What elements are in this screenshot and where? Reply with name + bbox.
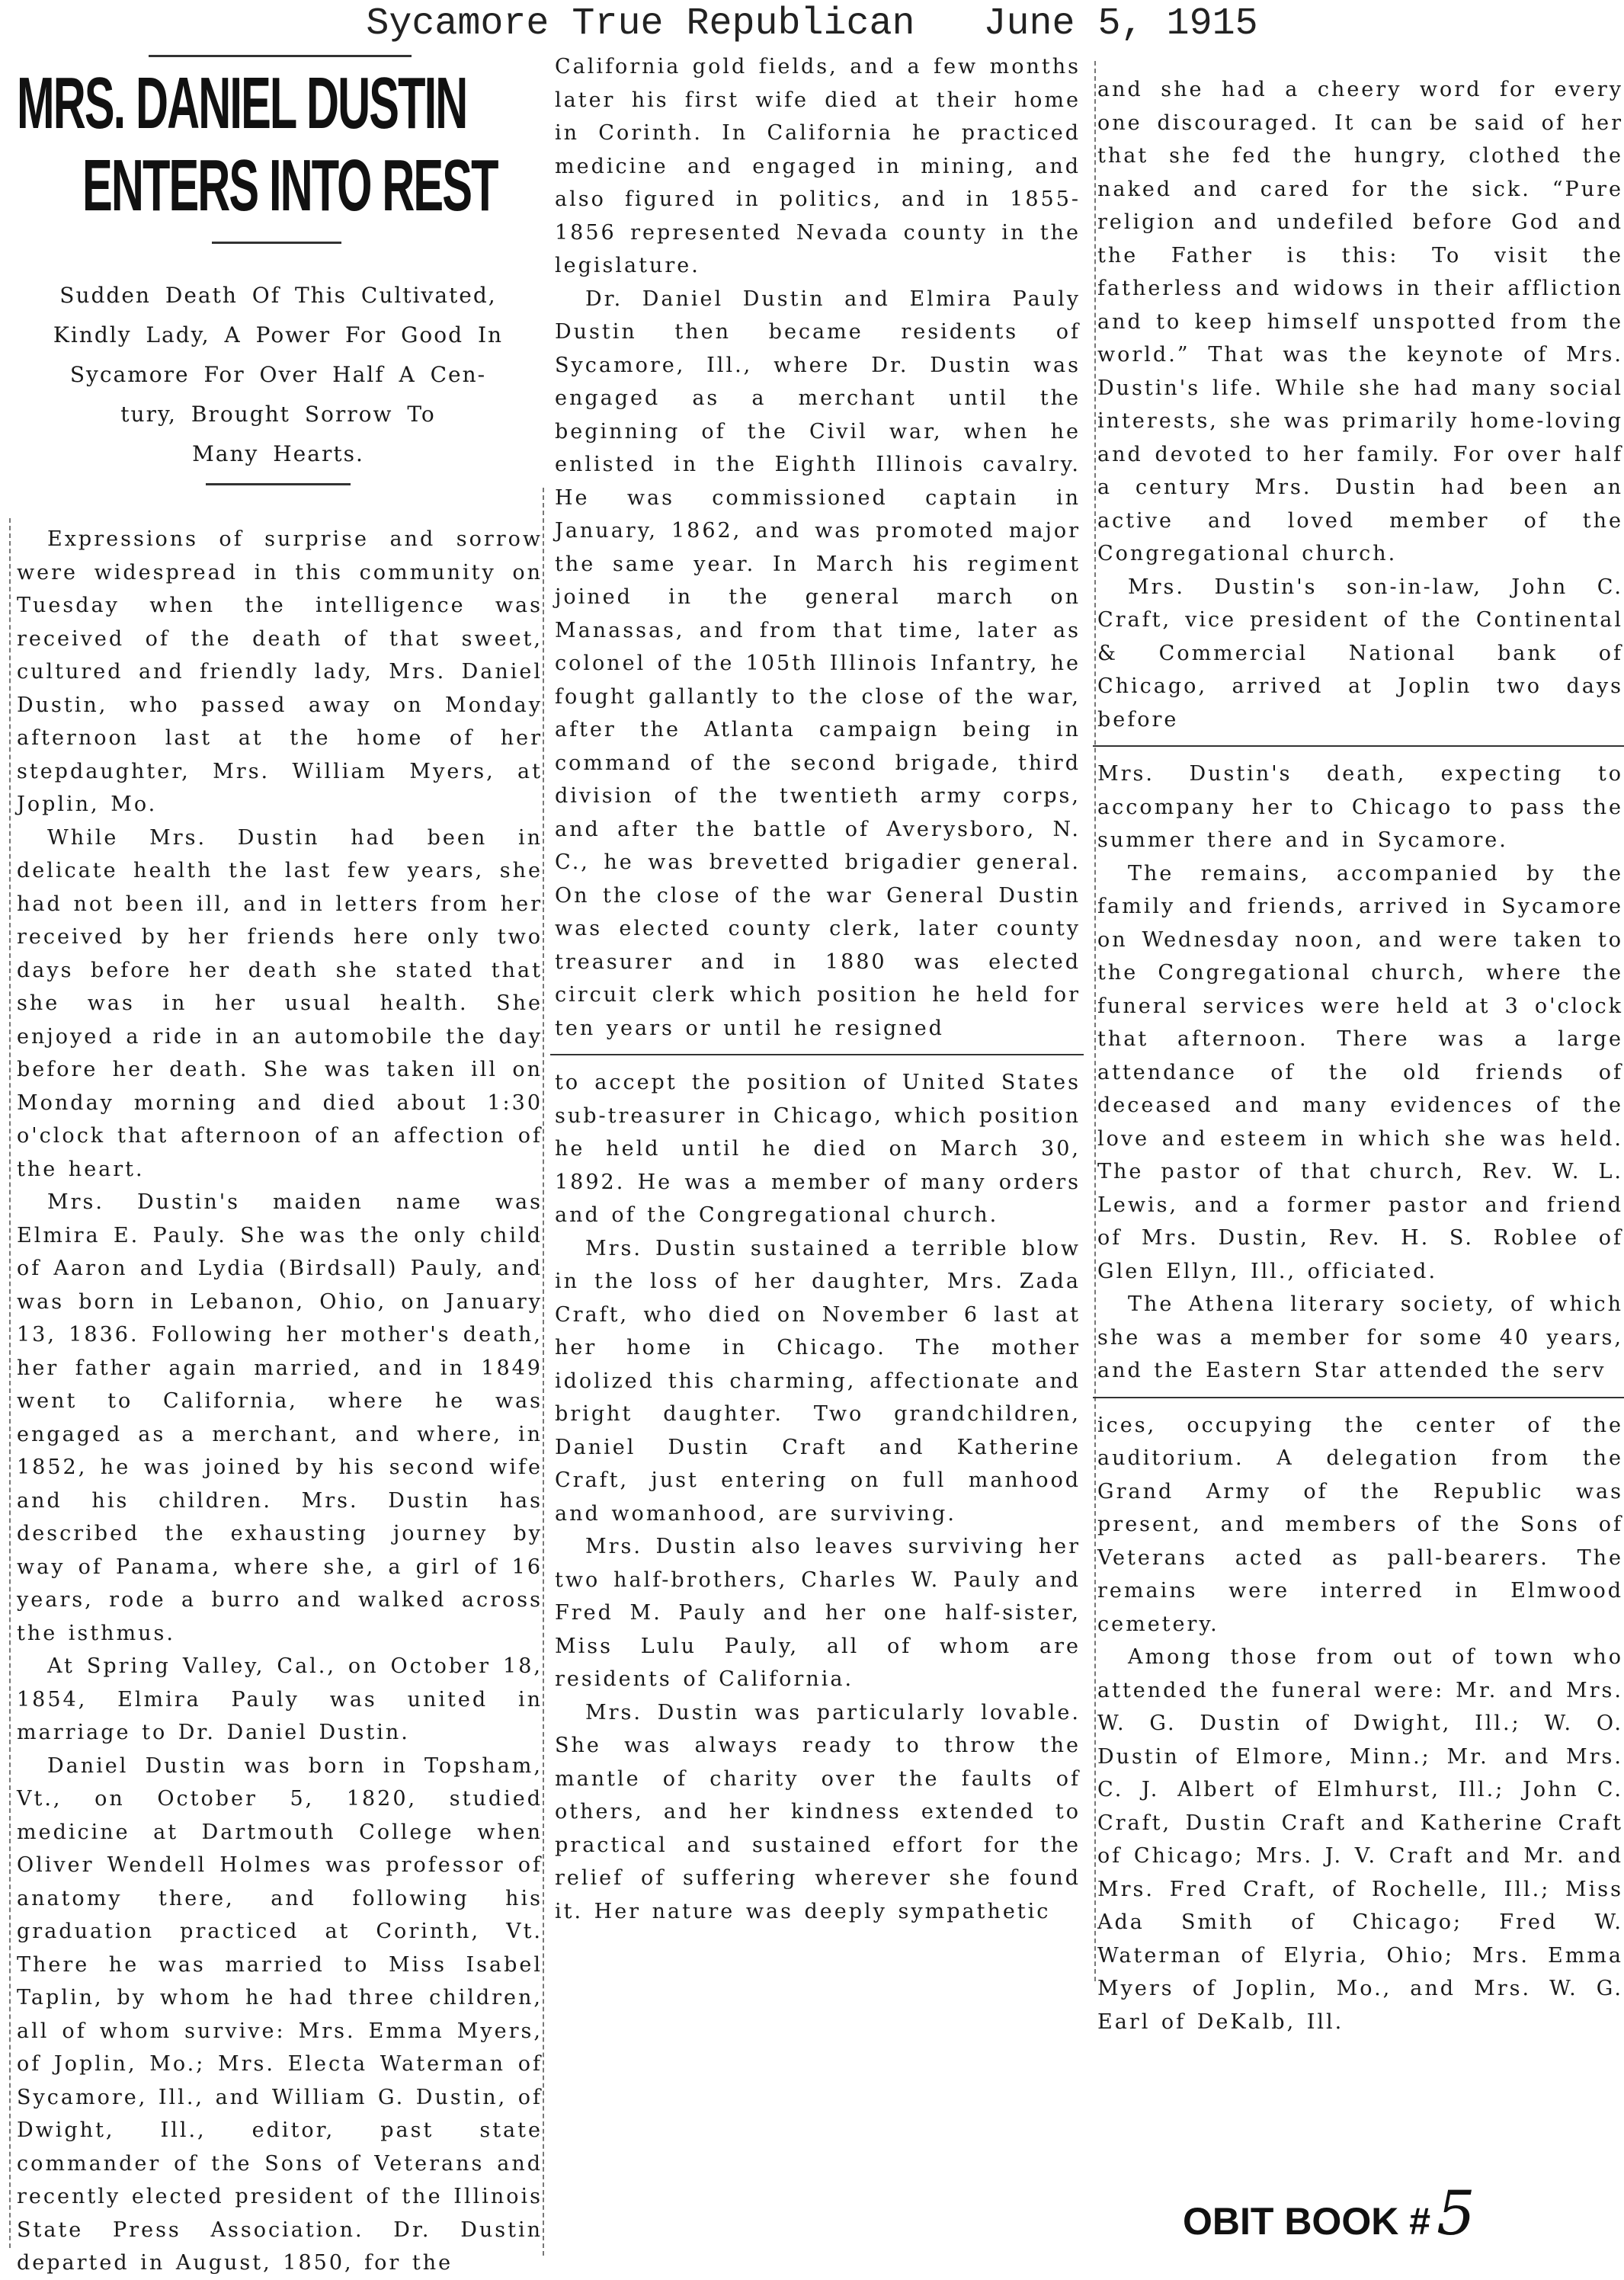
- headline-line-2: ENTERS INTO REST: [82, 145, 498, 226]
- paragraph: California gold fields, and a few months later his first wife died at their home in Corinth. In California he practiced medicine and engaged in mining, and also figured in politics, and in 1855-1856 represented Nevada county in the legislature.: [555, 55, 1081, 277]
- paragraph: Among those from out of town who attended the funeral were: Mr. and Mrs. W. G. Dustin of Dwight, Ill.; W. O. Dustin of Elmore, Minn.; Mr. and Mrs. C. J. Albert of Elmhurst, Ill.; John C. Craft, Dustin Craft and Katherine Craft of Chicago; Mrs. J. V. Craft and Mr. and Mrs. Fred Craft, of Rochelle, Ill.; Miss Ada Smith of Chicago; Fred W. Waterman of Elyria, Ohio; Mrs. Emma Myers of Joplin, Mo., and Mrs. W. G. Earl of DeKalb, Ill.: [1097, 1645, 1623, 2034]
- paragraph: Mrs. Dustin's son-in-law, John C. Craft, vice president of the Continental & Commercial National bank of Chicago, arrived at Joplin two days before: [1097, 575, 1623, 732]
- paragraph: The remains, accompanied by the family and friends, arrived in Sycamore on Wednesday noon, and were taken to the Congregational church, where the funeral services were held at 3 o'clock that afternoon. There was a large attendance of the old friends of deceased and many evidences of the love and esteem in which she was held. The pastor of that church, Rev. W. L. Lewis, and a former pastor and friend of Mrs. Dustin, Rev. H. S. Roblee of Glen Ellyn, Ill., officiated.: [1097, 861, 1623, 1283]
- paragraph: ices, occupying the center of the auditorium. A delegation from the Grand Army of the Republic was present, and members of the Sons of Veterans acted as pall-bearers. The remains were interred in Elmwood cemetery.: [1097, 1413, 1623, 1636]
- paragraph: Mrs. Dustin was particularly lovable. She was always ready to throw the mantle of charity over the faults of others, and her kindness extended to practical and sustained effort for the relief of suffering wherever she found it. Her nature was deeply sympathetic: [555, 1700, 1081, 1923]
- paragraph: Daniel Dustin was born in Topsham, Vt., on October 5, 1820, studied medicine at Dartmouth College when Oliver Wendell Holmes was professor of anatomy there, and following his graduation practiced at Corinth, Vt. There he was married to Miss Isabel Taplin, by whom he had three children, all of whom survive: Mrs. Emma Myers, of Joplin, Mo.; Mrs. Electa Waterman of Sycamore, Ill., and William G. Dustin, of Dwight, Ill., editor, past state commander of the Sons of Veterans and recently elected president of the Illinois State Press Association. Dr. Dustin departed in August, 1850, for the: [17, 1753, 543, 2275]
- column-divider: [550, 1054, 1084, 1055]
- obit-book-stamp: [1183, 2179, 1475, 2256]
- paragraph: Dr. Daniel Dustin and Elmira Pauly Dustin then became residents of Sycamore, Ill., where Dr. Dustin was engaged as a merchant until the beginning of the Civil war, when he enlisted in the Eighth Illinois cavalry. He was commissioned captain in January, 1862, and was promoted major the same year. In March his regiment joined in the general march on Manassas, and from that time, later as colonel of the 105th Illinois Infantry, he fought gallantly to the close of the war, after the Atlanta campaign being in command of the second brigade, third division of the twentieth army corps, and after the battle of Averysboro, N. C., he was brevetted brigadier general. On the close of the war General Dustin was elected county clerk, later county treasurer and in 1880 was elected circuit clerk which position he held for ten years or until he resigned: [555, 287, 1081, 1040]
- headline-divider: [212, 242, 341, 244]
- column-3-middle: [1097, 757, 1623, 1388]
- paragraph: Mrs. Dustin also leaves surviving her two half-brothers, Charles W. Pauly and Fred M. Pauly and her one half-sister, Miss Lulu Pauly, all of whom are residents of California.: [555, 1535, 1081, 1691]
- paragraph: The Athena literary society, of which she was a member for some 40 years, and the Eastern Star attended the serv: [1097, 1292, 1623, 1382]
- masthead: Sycamore True Republican June 5, 1915: [366, 2, 1258, 46]
- stamp-label: OBIT BOOK #: [1183, 2200, 1431, 2243]
- paragraph: and she had a cheery word for every one discouraged. It can be said of her that she fed the hungry, clothed the naked and cared for the sick. “Pure religion and undefiled before God and the Father is this: To visit the fatherless and widows in their affliction and to keep himself unspotted from the world.” That was the keynote of Mrs. Dustin's life. While she had many social interests, she was primarily home-loving and devoted to her family. For over half a century Mrs. Dustin had been an active and loved member of the Congregational church.: [1097, 78, 1623, 565]
- subhead-line: Sycamore For Over Half A Cen-: [69, 362, 487, 387]
- paragraph: While Mrs. Dustin had been in delicate health the last few years, she had not been ill, and in letters from her received by her friends here only two days before her death she stated that she was in her usual health. She enjoyed a ride in an automobile the day before her death. She was taken ill on Monday morning and died about 1:30 o'clock that afternoon of an affection of the heart.: [17, 825, 543, 1181]
- subhead-divider: [206, 483, 351, 485]
- column-2-bottom: [555, 1066, 1081, 1928]
- column-2: [555, 50, 1081, 1928]
- column-rule: [1094, 61, 1096, 1981]
- column-2-top: [555, 50, 1081, 1045]
- column-3-top: [1097, 73, 1623, 736]
- subhead-line: Many Hearts.: [192, 441, 364, 466]
- paragraph: At Spring Valley, Cal., on October 18, 1854, Elmira Pauly was united in marriage to Dr. Daniel Dustin.: [17, 1654, 543, 1744]
- subhead-line: Sudden Death Of This Cultivated,: [59, 283, 497, 308]
- column-3: [1097, 73, 1623, 2038]
- subhead-line: tury, Brought Sorrow To: [120, 402, 436, 427]
- paragraph: Mrs. Dustin's death, expecting to accompany her to Chicago to pass the summer there and in Sycamore.: [1097, 762, 1623, 852]
- paragraph: Mrs. Dustin sustained a terrible blow in the loss of her daughter, Mrs. Zada Craft, who died on November 6 last at her home in Chicago. The mother idolized this charming, affectionate and bright daughter. Two grandchildren, Daniel Dustin Craft and Katherine Craft, just entering on full manhood and womanhood, are surviving.: [555, 1236, 1081, 1526]
- stamp-number: 5: [1437, 2178, 1475, 2249]
- paragraph: to accept the position of United States sub-treasurer in Chicago, which position he held until he died on March 30, 1892. He was a member of many orders and of the Congregational church.: [555, 1071, 1081, 1227]
- headline-line-1: MRS. DANIEL DUSTIN: [17, 62, 467, 144]
- column-divider: [1093, 745, 1624, 747]
- column-rule: [9, 518, 11, 2248]
- column-rule: [543, 488, 544, 2256]
- headline-top-rule: [149, 55, 412, 57]
- paragraph: Expressions of surprise and sorrow were widespread in this community on Tuesday when the intelligence was received of the death of that sweet, cultured and friendly lady, Mrs. Daniel Dustin, who passed away on Monday afternoon last at the home of her stepdaughter, Mrs. William Myers, at Joplin, Mo.: [17, 527, 543, 816]
- column-1: [17, 523, 543, 2280]
- subhead-line: Kindly Lady, A Power For Good In: [53, 322, 504, 347]
- column-divider: [1093, 1397, 1624, 1398]
- paragraph: Mrs. Dustin's maiden name was Elmira E. Pauly. She was the only child of Aaron and Lydia (Birdsall) Pauly, and was born in Lebanon, Ohio, on January 13, 1836. Following her mother's death, her father again married, and in 1849 went to California, where he was engaged as a merchant, and where, in 1852, he was joined by his second wife and his children. Mrs. Dustin has described the exhausting journey by way of Panama, where she, a girl of 16 years, rode a burro and walked across the isthmus.: [17, 1190, 543, 1645]
- column-1-body: [17, 523, 543, 2280]
- column-3-bottom: [1097, 1409, 1623, 2039]
- subheadline: [15, 276, 541, 474]
